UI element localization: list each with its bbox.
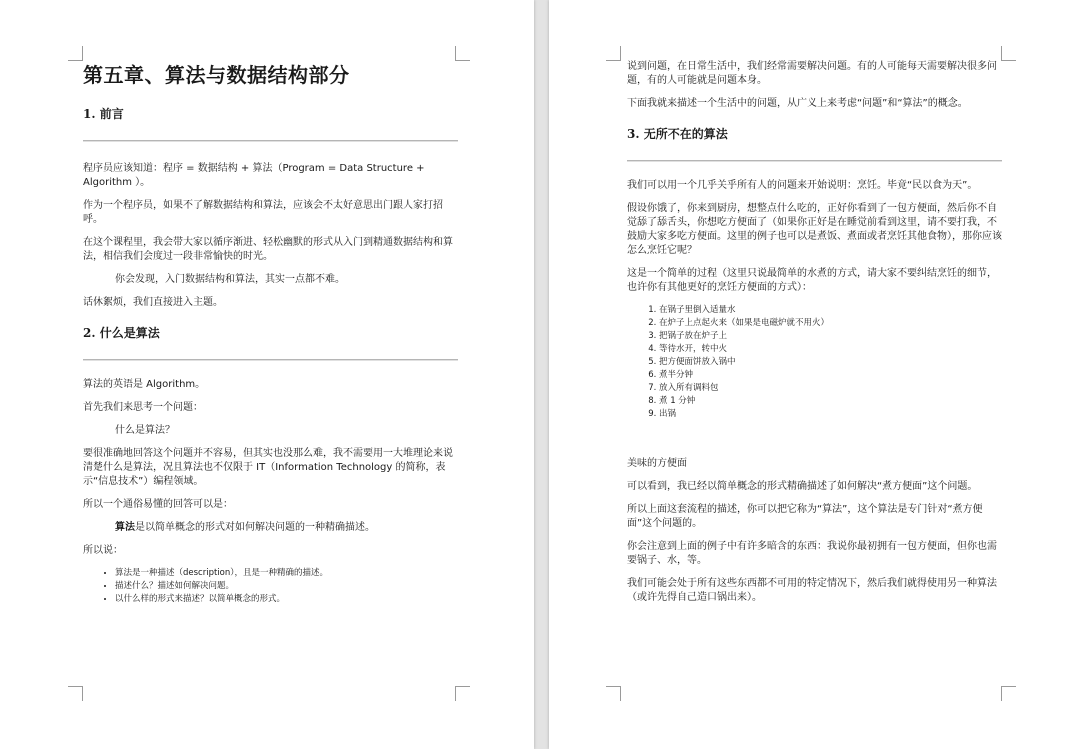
paragraph: 美味的方便面 [627,458,687,469]
list-item: 9. 出锅 [659,408,1002,421]
paragraph: 所以上面这套流程的描述，你可以把它称为“算法”，这个算法是专门针对“煮方便面”这个问题的。 [627,504,983,529]
paragraph: 在这个课程里，我会带大家以循序渐进、轻松幽默的形式从入门到精通数据结构和算法，相信我们会度过一段非常愉快的时光。 [83,237,453,262]
paragraph: 什么是算法？ [115,425,175,436]
paragraph: 程序员应该知道：程序 = 数据结构 + 算法（Program = Data Structure + Algorithm ）。 [83,163,425,188]
page-content-right [627,60,1002,614]
paragraph: 我们可能会处于所有这些东西都不可用的特定情况下，然后我们就得使用另一种算法（或许先得自己造口锅出来）。 [627,578,997,603]
paragraph: 话休絮烦，我们直接进入主题。 [83,297,223,308]
paragraph: 这是一个简单的过程（这里只说最简单的水煮的方式，请大家不要纠结烹饪的细节，也许你有其他更好的烹饪方便面的方式）： [627,268,997,293]
list-item: 1. 在锅子里倒入适量水 [659,304,1002,317]
paragraph: 所以说： [83,545,123,556]
document-page-left [0,0,534,749]
paragraph: 我们可以用一个几乎关乎所有人的问题来开始说明：烹饪。毕竟“民以食为天”。 [627,180,978,191]
paragraph: 说到问题，在日常生活中，我们经常需要解决问题。有的人可能每天需要解决很多问题，有的人可能就是问题本身。 [627,61,997,86]
page-content-left [83,58,458,614]
chapter-title: 第五章、算法与数据结构部分 [83,63,350,87]
section-heading-ubiquitous-algorithm: 3. 无所不在的算法 [627,127,728,141]
section-heading-what-is-algorithm: 2. 什么是算法 [83,326,160,340]
list-item: 8. 煮 1 分钟 [659,395,1002,408]
paragraph: 算法的英语是 Algorithm。 [83,379,206,390]
list-item: 4. 等待水开，转中火 [659,343,1002,356]
numbered-list [627,304,1002,421]
definition-text: 是以简单概念的形式对如何解决问题的一种精确描述。 [135,522,375,533]
paragraph: 可以看到，我已经以简单概念的形式精确描述了如何解决“煮方便面”这个问题。 [627,481,978,492]
definition-paragraph [83,521,458,535]
list-item: 6. 煮半分钟 [659,369,1002,382]
paragraph: 作为一个程序员，如果不了解数据结构和算法，应该会不太好意思出门跟人家打招呼。 [83,200,443,225]
paragraph: 所以一个通俗易懂的回答可以是： [83,499,233,510]
paragraph: 下面我就来描述一个生活中的问题，从广义上来考虑“问题”和“算法”的概念。 [627,98,968,109]
list-item: • 描述什么？描述如何解决问题。 [115,580,458,593]
paragraph: 要很准确地回答这个问题并不容易，但其实也没那么难，我不需要用一大堆理论来说清楚什么是算法，况且算法也不仅限于 IT（Information Technology 的简称，表示“信息技术”）编程领域。 [83,448,453,487]
paragraph: 假设你饿了，你来到厨房，想整点什么吃的，正好你看到了一包方便面，然后你不自觉舔了舔舌头，你想吃方便面了（如果你正好是在睡觉前看到这里，请不要打我，不鼓励大家多吃方便面。这里的例子也可以是煮饭、煮面或者烹饪其他食物），那你应该怎么烹饪它呢？ [627,203,1002,256]
paragraph: 首先我们来思考一个问题： [83,402,203,413]
list-item: 2. 在炉子上点起火来（如果是电磁炉就不用火） [659,317,1002,330]
list-item: • 以什么样的形式来描述？以简单概念的形式。 [115,593,458,606]
crop-mark-bottom-left [606,686,621,701]
list-item: 3. 把锅子放在炉子上 [659,330,1002,343]
bold-term: 算法 [115,522,135,533]
crop-mark-top-right [1001,46,1016,61]
section-heading-foreword: 1. 前言 [83,107,124,121]
list-item: • 算法是一种描述（description），且是一种精确的描述。 [115,567,458,580]
crop-mark-top-left [606,46,621,61]
crop-mark-top-left [68,46,83,61]
paragraph: 你会注意到上面的例子中有许多暗含的东西：我说你最初拥有一包方便面，但你也需要锅子、水，等。 [627,541,997,566]
crop-mark-bottom-left [68,686,83,701]
list-item: 7. 放入所有调料包 [659,382,1002,395]
list-item: 5. 把方便面饼放入锅中 [659,356,1002,369]
crop-mark-bottom-right [1001,686,1016,701]
crop-mark-bottom-right [455,686,470,701]
paragraph: 你会发现，入门数据结构和算法，其实一点都不难。 [115,274,345,285]
bullet-list [83,567,458,606]
document-page-right [549,0,1081,749]
